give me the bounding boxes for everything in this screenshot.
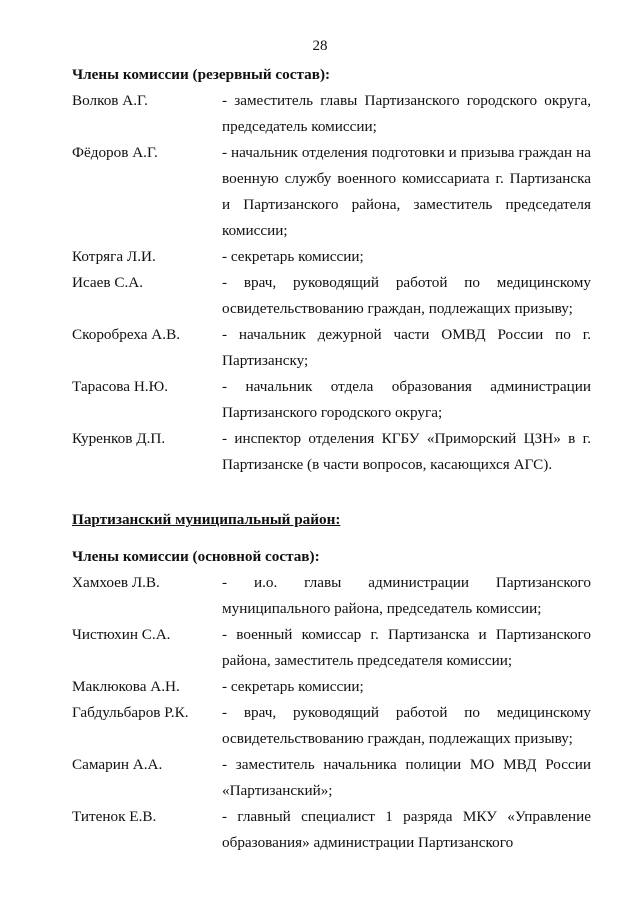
- member-name: Тарасова Н.Ю.: [72, 378, 168, 395]
- member-role: - заместитель главы Партизанского городского округа, председатель комиссии;: [222, 92, 591, 135]
- member-row: [72, 622, 591, 674]
- page-number: 28: [312, 38, 328, 54]
- district-title: Партизанский муниципальный район:: [72, 511, 341, 528]
- member-role: - секретарь комиссии;: [222, 678, 364, 695]
- member-name: Исаев С.А.: [72, 274, 144, 291]
- reserve-commission-section: [72, 62, 591, 478]
- member-row: [72, 374, 591, 426]
- member-row: [72, 270, 591, 322]
- member-role: - врач, руководящий работой по медицинскому освидетельствованию граждан, подлежащих призыву;: [222, 274, 591, 317]
- member-role: - заместитель начальника полиции МО МВД России «Партизанский»;: [222, 756, 591, 799]
- member-name: Хамхоев Л.В.: [72, 574, 160, 591]
- member-role: - начальник дежурной части ОМВД России по г. Партизанску;: [222, 326, 591, 369]
- member-row: [72, 804, 591, 856]
- member-row: [72, 244, 591, 270]
- member-role: - начальник отделения подготовки и призыва граждан на военную службу военного комиссариата г. Партизанска и Партизанского района, заместитель председателя комиссии;: [222, 144, 591, 239]
- member-name: Самарин А.А.: [72, 756, 163, 773]
- main-commission-section: [72, 544, 591, 856]
- member-name: Титенок Е.В.: [72, 808, 157, 825]
- member-name: Маклюкова А.Н.: [72, 678, 180, 695]
- member-row: [72, 570, 591, 622]
- member-role: - главный специалист 1 разряда МКУ «Управление образования» администрации Партизанского: [222, 808, 591, 851]
- member-name: Фёдоров А.Г.: [72, 144, 158, 161]
- member-row: [72, 426, 591, 478]
- member-row: [72, 88, 591, 140]
- member-name: Скоробреха А.В.: [72, 326, 181, 343]
- member-name: Габдульбаров Р.К.: [72, 704, 189, 721]
- section-heading: Члены комиссии (основной состав):: [72, 548, 320, 565]
- member-row: [72, 322, 591, 374]
- member-role: - секретарь комиссии;: [222, 248, 364, 265]
- member-role: - начальник отдела образования администрации Партизанского городского округа;: [222, 378, 591, 421]
- member-name: Чистюхин С.А.: [72, 626, 171, 643]
- member-role: - и.о. главы администрации Партизанского муниципального района, председатель комиссии;: [222, 574, 591, 617]
- member-name: Куренков Д.П.: [72, 430, 166, 447]
- member-name: Котряга Л.И.: [72, 248, 156, 265]
- member-row: [72, 700, 591, 752]
- member-role: - врач, руководящий работой по медицинскому освидетельствованию граждан, подлежащих призыву;: [222, 704, 591, 747]
- member-role: - инспектор отделения КГБУ «Приморский ЦЗН» в г. Партизанске (в части вопросов, касающихся АГС).: [222, 430, 591, 473]
- member-row: [72, 674, 591, 700]
- member-row: [72, 752, 591, 804]
- section-heading: Члены комиссии (резервный состав):: [72, 66, 331, 83]
- member-name: Волков А.Г.: [72, 92, 148, 109]
- member-role: - военный комиссар г. Партизанска и Партизанского района, заместитель председателя комиссии;: [222, 626, 591, 669]
- document-body: [72, 62, 591, 856]
- member-row: [72, 140, 591, 244]
